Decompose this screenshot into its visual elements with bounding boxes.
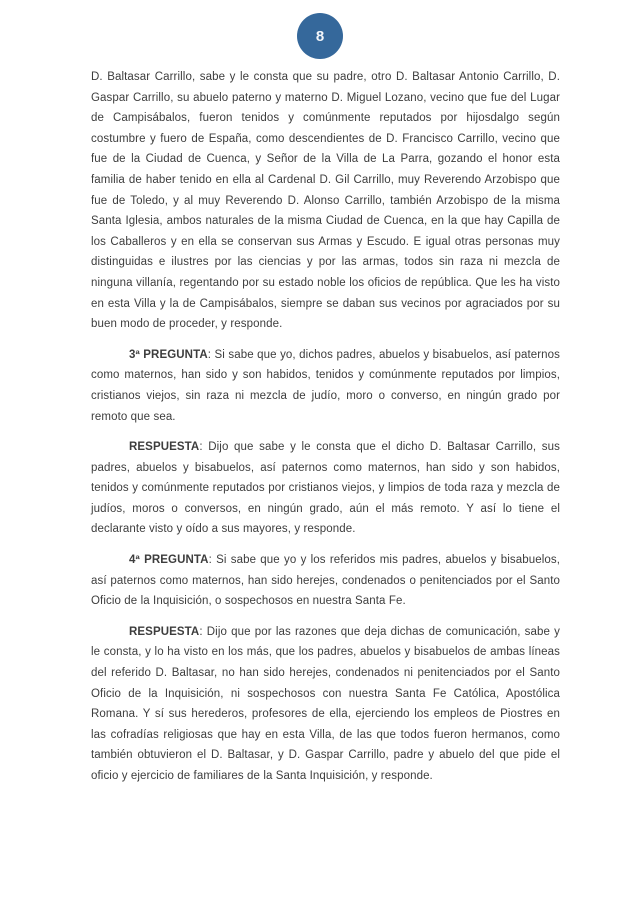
- page-number-badge: [297, 13, 343, 59]
- answer-4-label: RESPUESTA: [129, 625, 200, 638]
- paragraph-text: : Si sabe que yo y los referidos mis padres, abuelos y bisabuelos, así paternos como maternos, han sido herejes, condenados o penitenciados por el Santo Oficio de la Inquisición, o sospechosos en nuestra Santa Fe.: [91, 554, 561, 608]
- paragraph-text: D. Baltasar Carrillo, sabe y le consta que su padre, otro D. Baltasar Antonio Carrillo, D. Gaspar Carrillo, su abuelo paterno y materno D. Miguel Lozano, vecino que fue del Lugar de Campisábalos, fueron tenidos y comúnmente reputados por hijosdalgo según costumbre y fuero de España, como descendientes de D. Francisco Carrillo, vecino que fue de la Ciudad de Cuenca, y Señor de la Villa de La Parra, gozando el honor esta familia de haber tenido en ella al Cardenal D. Gil Carrillo, muy Reverendo Arzobispo que fue de Toledo, y al muy Reverendo D. Alonso Carrillo, también Arzobispo de la misma Santa Iglesia, ambos naturales de la misma Ciudad de Cuenca, en la que hay Capilla de los Caballeros y en ella se conservan sus Armas y Escudo. E igual otras personas muy distinguidas e ilustres por las ciencias y por las armas, todos sin raza ni mezcla de ninguna villanía, regentando por su estado noble los oficios de república. Que les ha visto en esta Villa y la de Campisábalos, siempre se daban sus vecinos por agraciados por su buen modo de proceder, y responde.: [91, 71, 560, 331]
- answer-3-label: RESPUESTA: [129, 441, 200, 454]
- answer-4-paragraph: [91, 622, 560, 787]
- paragraph-text: : Dijo que por las razones que deja dichas de comunicación, sabe y le consta, y lo ha visto en los más, que los padres, abuelos y bisabuelos de ambas líneas del referido D. Baltasar, no han sido herejes, condenados ni penitenciados por el Santo Oficio de la Inquisición, ni sospechosos con nuestra Santa Fe Católica, Apostólica Romana. Y sí sus herederos, profesores de ella, ejerciendo los empleos de Piostres en las cofradías religiosas que hay en esta Villa, de las que todos fueron hermanos, como también obtuvieron el D. Baltasar, y D. Gaspar Carrillo, padre y abuelo del que pide el oficio y ejercicio de familiares de la Santa Inquisición, y responde.: [91, 625, 560, 782]
- question-4-paragraph: [91, 550, 560, 612]
- answer-3-paragraph: [91, 437, 560, 540]
- paragraph-text: : Dijo que sabe y le consta que el dicho D. Baltasar Carrillo, sus padres, abuelos y bisabuelos, así paternos como maternos, han sido y son habidos, tenidos y comúnmente reputados por cristianos viejos, y limpios de toda raza y mezcla de judíos, moros o conversos, en ningún grado, aún el más remoto. Y así lo tiene el declarante visto y oído a sus mayores, y responde.: [91, 441, 560, 536]
- page-number: 8: [315, 27, 325, 45]
- question-3-paragraph: [91, 345, 560, 427]
- paragraph-text: : Si sabe que yo, dichos padres, abuelos y bisabuelos, así paternos como maternos, han sido y son habidos, tenidos y comúnmente reputados por limpios, cristianos viejos, sin raza ni mezcla de judío, moro o converso, en ningún grado por remoto que sea.: [91, 348, 561, 423]
- body-paragraph: [91, 67, 560, 335]
- question-4-label: 4ª PREGUNTA: [129, 554, 209, 567]
- question-3-label: 3ª PREGUNTA: [129, 348, 208, 361]
- page-content: [91, 67, 560, 797]
